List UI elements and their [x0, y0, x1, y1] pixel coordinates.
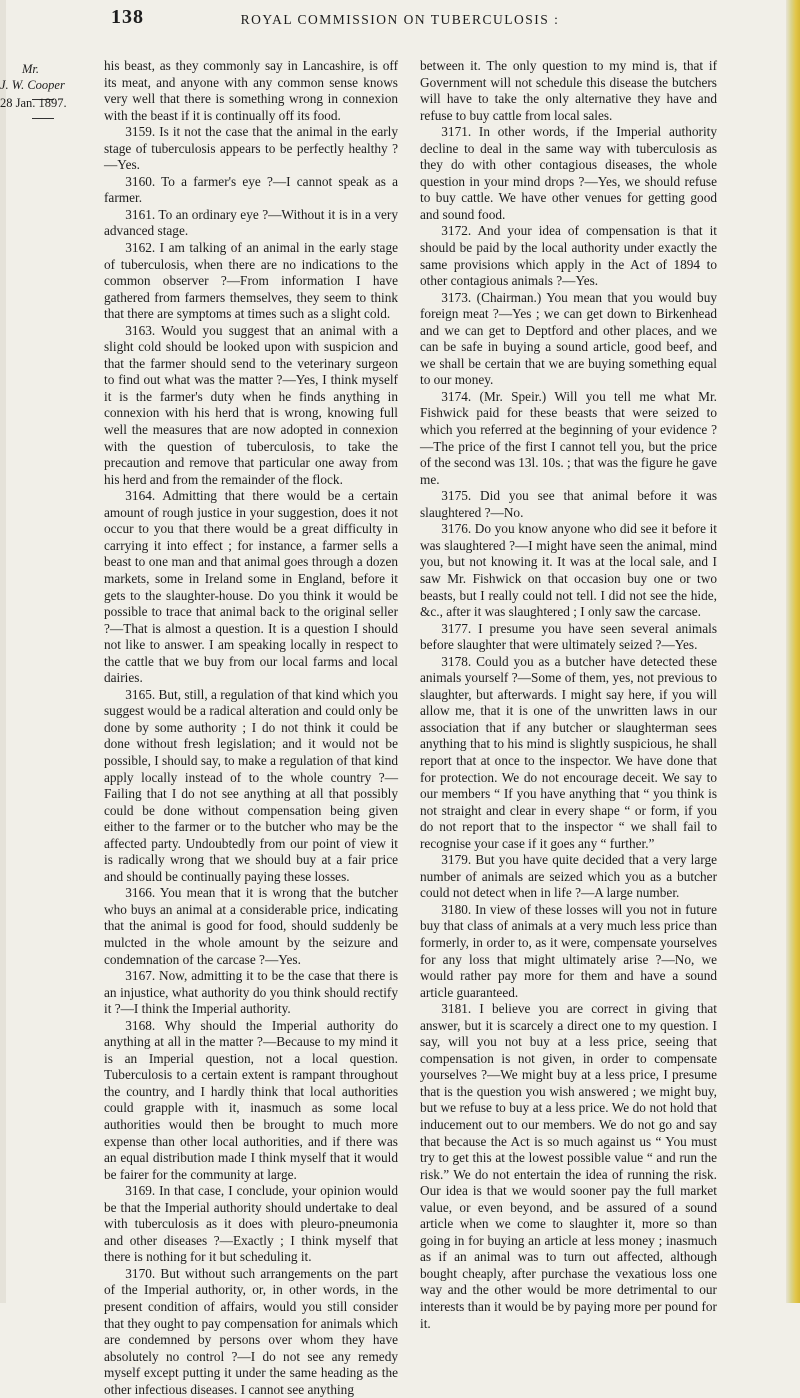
- margin-title: Mr.: [22, 62, 40, 76]
- paragraph: 3163. Would you suggest that an animal with a slight cold should be looked upon with suspicion and that the farmer should send to the veterinary surgeon to find out what was the matter ?—Yes, I think myself it is the farmer's duty when he finds anything in connexion with his herd that is wrong, knowing full well the measures that are now adopted in connexion with the question of tuberculosis, to take the precaution and remove that particular one away from his herd and from the remainder of the flock.: [104, 322, 398, 487]
- paragraph: 3181. I believe you are correct in giving that answer, but it is scarcely a direct one to my question. I say, will you not buy at a less price, seeing that compensation is not given, in order to compensate yourselves ?—We might buy at a less price, I presume that is the question you wish answered ; we might buy, but we refuse to buy at a less price. We do not hold that inducement out to our members. We do not go and say that because the Act is so much against us “ You must try to get this at the lowest possible value “ and run the risk.” We do not entertain the idea of running the risk. Our idea is that we would sooner pay the full market value, or even beyond, and be assured of a sound article when we come to slaughter it, more so than going in for buying an article at less money ; inasmuch as if an animal was to turn out affected, although bought cheaply, after purchase the vexatious loss one way and the other would be more detrimental to our interests than it would be by paying more per pound for it.: [420, 1001, 717, 1331]
- margin-witness-note: [0, 62, 70, 119]
- paragraph: 3180. In view of these losses will you not in future buy that class of animals at a very much less price than formerly, in order to, as it were, compensate yourselves for any loss that might ultimately arise ?—No, we would rather pay more for them and have a sound article guaranteed.: [420, 901, 717, 1000]
- paragraph: his beast, as they commonly say in Lancashire, is off its meat, and anyone with any common sense knows very well that there is something wrong in connexion with the beast if it is continually off its food.: [104, 58, 398, 123]
- right-column: [420, 58, 717, 1332]
- paragraph: 3170. But without such arrangements on the part of the Imperial authority, or, in other words, in the present condition of affairs, would you still consider that they ought to pay compensation for animals which are condemned by persons over whom they have absolutely no control ?—I do not see any remedy myself except putting it under the same heading as the other infectious diseases. I cannot see anything: [104, 1265, 398, 1397]
- paragraph: 3174. (Mr. Speir.) Will you tell me what Mr. Fishwick paid for these beasts that were seized to which you referred at the beginning of your evidence ? —The price of the first I cannot tell you, but the price of the second was 13l. 10s. ; that was the figure he gave me.: [420, 388, 717, 487]
- left-column: [104, 58, 398, 1398]
- paragraph: 3171. In other words, if the Imperial authority decline to deal in the same way with tuberculosis as they do with other contagious diseases, the whole question in your mind drops ?—Yes, we should refuse to buy cattle. We have other venues for getting good and sound food.: [420, 124, 717, 222]
- margin-rule-lower: [32, 118, 54, 119]
- paragraph: 3178. Could you as a butcher have detected these animals yourself ?—Some of them, yes, not previous to slaughter, but afterwards. I might say here, if you will allow me, that it is one of the unwritten laws in our association that if any butcher or slaughterman sees anything that to his mind is slightly suspicious, he shall report that at once to the inspector. We have done that for protection. We do not encourage deceit. We say to our members “ If you have anything that “ you think is not straight and clear in every shape “ or form, if you do not report that to the inspector “ we shall fail to recognise your case if it goes any “ further.”: [420, 653, 717, 851]
- page-header: [0, 0, 800, 36]
- paragraph: 3162. I am talking of an animal in the early stage of tuberculosis, when there are no indications to the common observer ?—From information I have gathered from farmers themselves, they seem to think that there are symptoms at times such as a slight cold.: [104, 240, 398, 322]
- margin-witness-name: J. W. Cooper: [0, 77, 65, 92]
- paragraph: 3165. But, still, a regulation of that kind which you suggest would be a radical alteration and could only be done by some authority ; I do not think it could be done without fresh legislation; and it would not be possible, I should say, to make a regulation of that kind apply locally instead of to the whole country ?—Failing that I do not see anything at all that possibly could be done without compensation being given either to the farmer or to the butcher who may be the affected party. Undoubtedly from our point of view it is radically wrong that we should buy at a fair price and should be continually paying these losses.: [104, 686, 398, 884]
- paragraph: 3166. You mean that it is wrong that the butcher who buys an animal at a considerable price, indicating that the animal is good for food, should suddenly be mulcted in the whole amount by the seizure and condemnation of the carcase ?—Yes.: [104, 885, 398, 967]
- paragraph: 3167. Now, admitting it to be the case that there is an injustice, what authority do you think should rectify it ?—I think the Imperial authority.: [104, 968, 398, 1017]
- paragraph: between it. The only question to my mind is, that if Government will not schedule this disease the butchers will have to take the only alternative they have and refuse to buy cattle from local sales.: [420, 58, 717, 123]
- paragraph: 3169. In that case, I conclude, your opinion would be that the Imperial authority should undertake to deal with tuberculosis as it does with pleuro-pneumonia and other diseases ?—Exactly ; I think myself that there is nothing for it but scheduling it.: [104, 1183, 398, 1265]
- paragraph: 3164. Admitting that there would be a certain amount of rough justice in your suggestion, does it not occur to you that there would be a great difficulty in carrying it into effect ; for instance, a farmer sells a beast to one man and that animal goes through a dozen markets, some in Ireland some in England, before it gets to the slaughter-house. Do you think it would be possible to trace that animal back to the original seller ?—That is almost a question. It is a question I should not like to answer. I am speaking locally in respect to the cattle that we buy from our local farms and local dairies.: [104, 488, 398, 686]
- paragraph: 3177. I presume you have seen several animals before slaughter that were ultimately seized ?—Yes.: [420, 620, 717, 653]
- page-number: 138: [111, 6, 144, 28]
- running-head: ROYAL COMMISSION ON TUBERCULOSIS :: [240, 12, 560, 27]
- paragraph: 3172. And your idea of compensation is that it should be paid by the local authority under exactly the same provisions which apply in the Act of 1894 to other contagious animals ?—Yes.: [420, 223, 717, 289]
- page-edge-strip: [786, 0, 800, 1303]
- paragraph: 3173. (Chairman.) You mean that you would buy foreign meat ?—Yes ; we can get down to Birkenhead and we can get to Deptford and other places, and we can be safe in buying a sound article, good beef, and we shall be certain that we are buying something equal to our money.: [420, 289, 717, 388]
- paragraph: 3175. Did you see that animal before it was slaughtered ?—No.: [420, 488, 717, 520]
- paragraph: 3159. Is it not the case that the animal in the early stage of tuberculosis appears to be perfectly healthy ?—Yes.: [104, 124, 398, 173]
- page-binding-shadow: [0, 0, 6, 1303]
- margin-date: 28 Jan. 1897.: [0, 96, 67, 110]
- paragraph: 3176. Do you know anyone who did see it before it was slaughtered ?—I might have seen the animal, mind you, but not knowing it. It was at the local sale, and I saw Mr. Fishwick on that occasion buy one or two beasts, but I really could not tell. I did not see the hide, &c., after it was slaughtered ; I only saw the carcase.: [420, 521, 717, 620]
- paragraph: 3168. Why should the Imperial authority do anything at all in the matter ?—Because to my mind it is an Imperial question, not a local question. Tuberculosis to a certain extent is rampant throughout the country, and I hardly think that local authorities could grapple with it, inasmuch as some local authorities would then be brought to much more expense than other local authorities, and if there was an equal distribution made I think myself that it would be fairer for the community at large.: [104, 1017, 398, 1182]
- paragraph: 3179. But you have quite decided that a very large number of animals are seized which you as a butcher could not detect when in life ?—A large number.: [420, 852, 717, 901]
- paragraph: 3160. To a farmer's eye ?—I cannot speak as a farmer.: [104, 173, 398, 206]
- paragraph: 3161. To an ordinary eye ?—Without it is in a very advanced stage.: [104, 206, 398, 239]
